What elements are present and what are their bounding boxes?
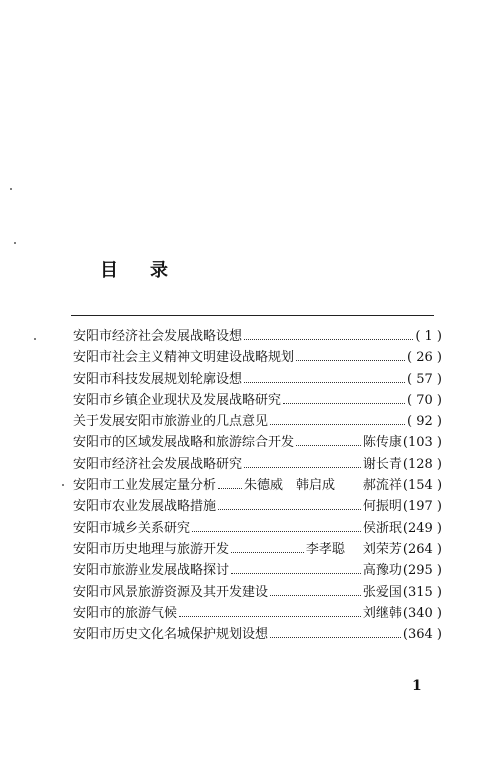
entry-page: ( 1 ) xyxy=(415,329,442,344)
entry-title: 安阳市工业发展定量分析 xyxy=(73,478,217,494)
toc-entry[interactable] xyxy=(73,411,442,432)
entry-author: 刘继韩 xyxy=(362,605,402,621)
entry-title: 安阳市社会主义精神文明建设战略规划 xyxy=(73,350,295,366)
entry-page: (103 ) xyxy=(402,435,442,451)
dot-leader xyxy=(218,488,242,489)
entry-page: (295 ) xyxy=(402,563,442,579)
dot-leader xyxy=(270,637,401,638)
entry-coauthors: 李孝聪 xyxy=(305,541,345,557)
toc-entry[interactable] xyxy=(73,347,442,368)
entry-title: 安阳市农业发展战略措施 xyxy=(73,499,217,515)
dot-leader xyxy=(244,467,361,468)
dot-leader xyxy=(231,552,304,553)
toc-entry[interactable] xyxy=(73,496,442,517)
entry-page: ( 57 ) xyxy=(407,371,442,387)
heading-rule xyxy=(71,315,434,316)
dot-leader xyxy=(179,616,361,617)
entry-title: 安阳市历史文化名城保护规划设想 xyxy=(73,627,269,643)
dot-leader xyxy=(192,531,361,532)
entry-title: 安阳市的区域发展战略和旅游综合开发 xyxy=(73,435,295,451)
dot-leader xyxy=(283,403,405,404)
entry-author: 侯浙珉 xyxy=(362,520,402,536)
entry-author: 陈传康 xyxy=(362,435,402,451)
entry-page: (264 ) xyxy=(402,541,442,557)
entry-page: (197 ) xyxy=(402,499,442,515)
toc-entry[interactable] xyxy=(73,518,442,539)
table-of-contents xyxy=(73,326,442,645)
toc-entry[interactable] xyxy=(73,454,442,475)
entry-page: (315 ) xyxy=(402,584,442,600)
dot-leader xyxy=(296,360,405,361)
entry-author: 何振明 xyxy=(362,499,402,515)
toc-heading: 目录 xyxy=(100,260,200,281)
scan-speck xyxy=(10,188,12,190)
scan-speck xyxy=(14,242,16,244)
toc-entry[interactable] xyxy=(73,326,442,347)
entry-title: 安阳市历史地理与旅游开发 xyxy=(73,541,230,557)
entry-coauthors: 朱德威 韩启成 xyxy=(243,478,335,494)
entry-author: 郝流祥 xyxy=(362,478,402,494)
entry-author: 谢长青 xyxy=(362,456,402,472)
toc-entry[interactable] xyxy=(73,432,442,453)
entry-title: 安阳市科技发展规划轮廓设想 xyxy=(73,371,243,387)
entry-page: ( 26 ) xyxy=(407,350,442,366)
entry-author: 张爱国 xyxy=(362,584,402,600)
entry-title: 关于发展安阳市旅游业的几点意见 xyxy=(73,414,269,430)
toc-entry[interactable] xyxy=(73,603,442,624)
dot-leader xyxy=(231,573,361,574)
dot-leader xyxy=(270,595,361,596)
entry-page: (154 ) xyxy=(402,478,443,494)
toc-entry[interactable] xyxy=(73,539,442,560)
entry-page: (364 ) xyxy=(402,627,442,643)
entry-title: 安阳市风景旅游资源及其开发建设 xyxy=(73,584,269,600)
entry-page: (128 ) xyxy=(402,456,442,472)
scan-speck xyxy=(62,484,64,486)
entry-title: 安阳市经济社会发展战略设想 xyxy=(73,329,243,344)
dot-leader xyxy=(218,509,361,510)
dot-leader xyxy=(296,445,361,446)
dot-leader xyxy=(244,339,413,340)
entry-author: 刘荣芳 xyxy=(362,541,402,557)
toc-entry[interactable] xyxy=(73,390,442,411)
dot-leader xyxy=(244,382,405,383)
toc-entry[interactable] xyxy=(73,560,442,581)
page-number: 1 xyxy=(412,678,422,694)
entry-title: 安阳市旅游业发展战略探讨 xyxy=(73,563,230,579)
entry-title: 安阳市乡镇企业现状及发展战略研究 xyxy=(73,392,282,408)
scan-speck xyxy=(34,338,36,340)
entry-author: 高豫功 xyxy=(362,563,402,579)
entry-page: ( 70 ) xyxy=(407,392,442,408)
entry-page: ( 92 ) xyxy=(407,414,442,430)
toc-entry[interactable] xyxy=(73,369,442,390)
entry-title: 安阳市的旅游气候 xyxy=(73,605,178,621)
toc-entry[interactable] xyxy=(73,624,442,645)
dot-leader xyxy=(270,424,405,425)
toc-entry[interactable] xyxy=(73,475,442,496)
toc-entry[interactable] xyxy=(73,582,442,603)
entry-title: 安阳市城乡关系研究 xyxy=(73,520,191,536)
entry-page: (340 ) xyxy=(402,605,442,621)
entry-title: 安阳市经济社会发展战略研究 xyxy=(73,456,243,472)
entry-page: (249 ) xyxy=(402,520,442,536)
